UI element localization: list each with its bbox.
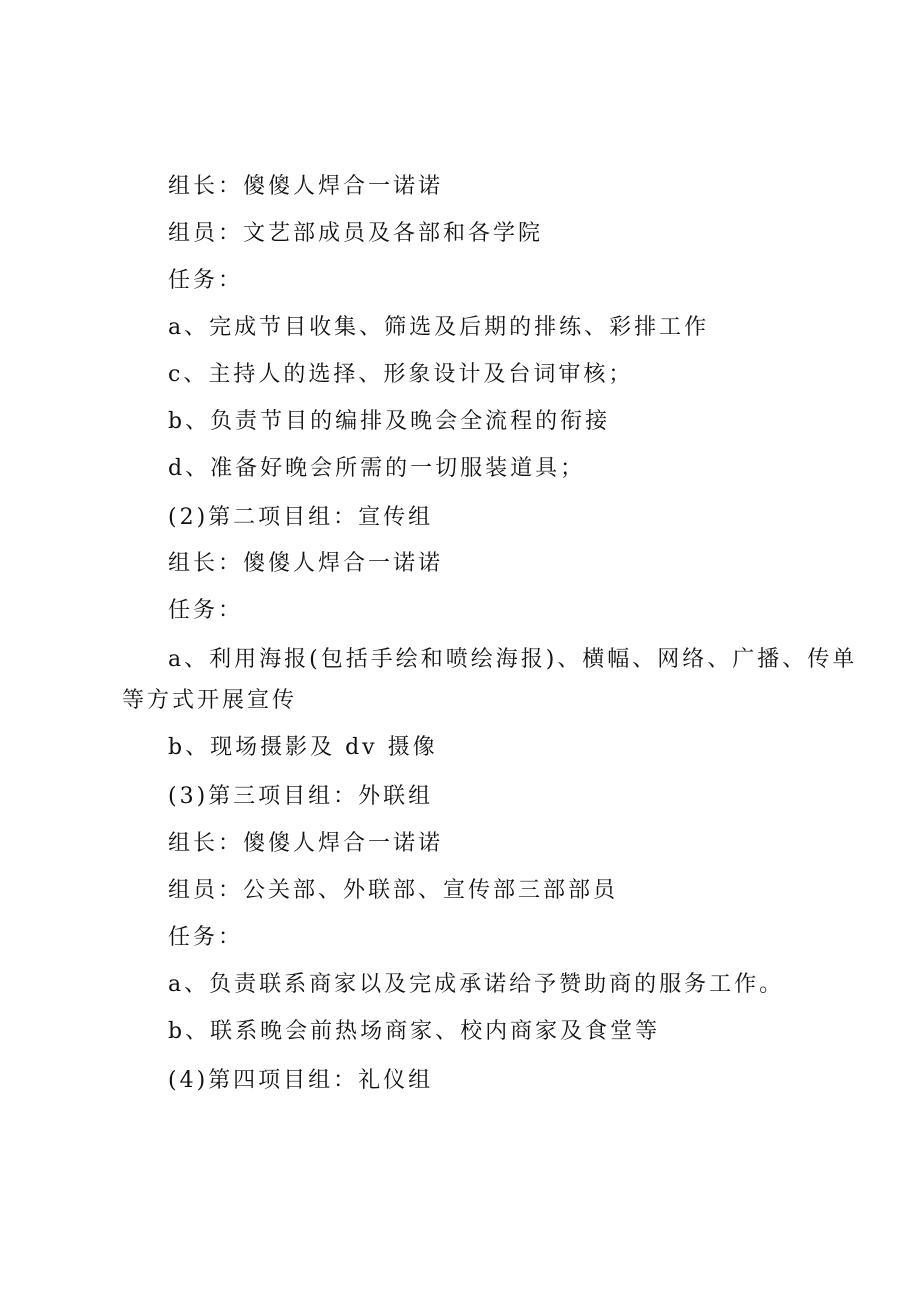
task-item-a-1: a、完成节目收集、筛选及后期的排练、彩排工作 — [168, 315, 710, 340]
task-item-a-2-continuation: 等方式开展宣传 — [122, 688, 298, 713]
members-line-3: 组员：公关部、外联部、宣传部三部部员 — [168, 878, 619, 903]
leader-line-1: 组长：傻傻人焊合一诺诺 — [168, 174, 444, 199]
task-item-b-1: b、负责节目的编排及晚会全流程的衔接 — [168, 409, 611, 434]
members-line-1: 组员：文艺部成员及各部和各学院 — [168, 221, 544, 246]
section-heading-3: (3)第三项目组：外联组 — [168, 784, 434, 809]
tasks-heading-2: 任务： — [168, 598, 244, 623]
task-item-c-1: c、主持人的选择、形象设计及台词审核； — [168, 362, 634, 387]
task-item-a-3: a、负责联系商家以及完成承诺给予赞助商的服务工作。 — [168, 972, 785, 997]
task-item-b-2: b、现场摄影及 dv 摄像 — [168, 735, 438, 760]
section-heading-2: (2)第二项目组：宣传组 — [168, 505, 434, 530]
task-item-a-2: a、利用海报(包括手绘和喷绘海报)、横幅、网络、广播、传单 — [168, 647, 858, 672]
tasks-heading-3: 任务： — [168, 925, 244, 950]
task-item-b-3: b、联系晚会前热场商家、校内商家及食堂等 — [168, 1019, 661, 1044]
tasks-heading-1: 任务： — [168, 268, 244, 293]
task-item-d-1: d、准备好晚会所需的一切服装道具； — [168, 456, 586, 481]
leader-line-3: 组长：傻傻人焊合一诺诺 — [168, 831, 444, 856]
section-heading-4: (4)第四项目组：礼仪组 — [168, 1068, 434, 1093]
leader-line-2: 组长：傻傻人焊合一诺诺 — [168, 551, 444, 576]
